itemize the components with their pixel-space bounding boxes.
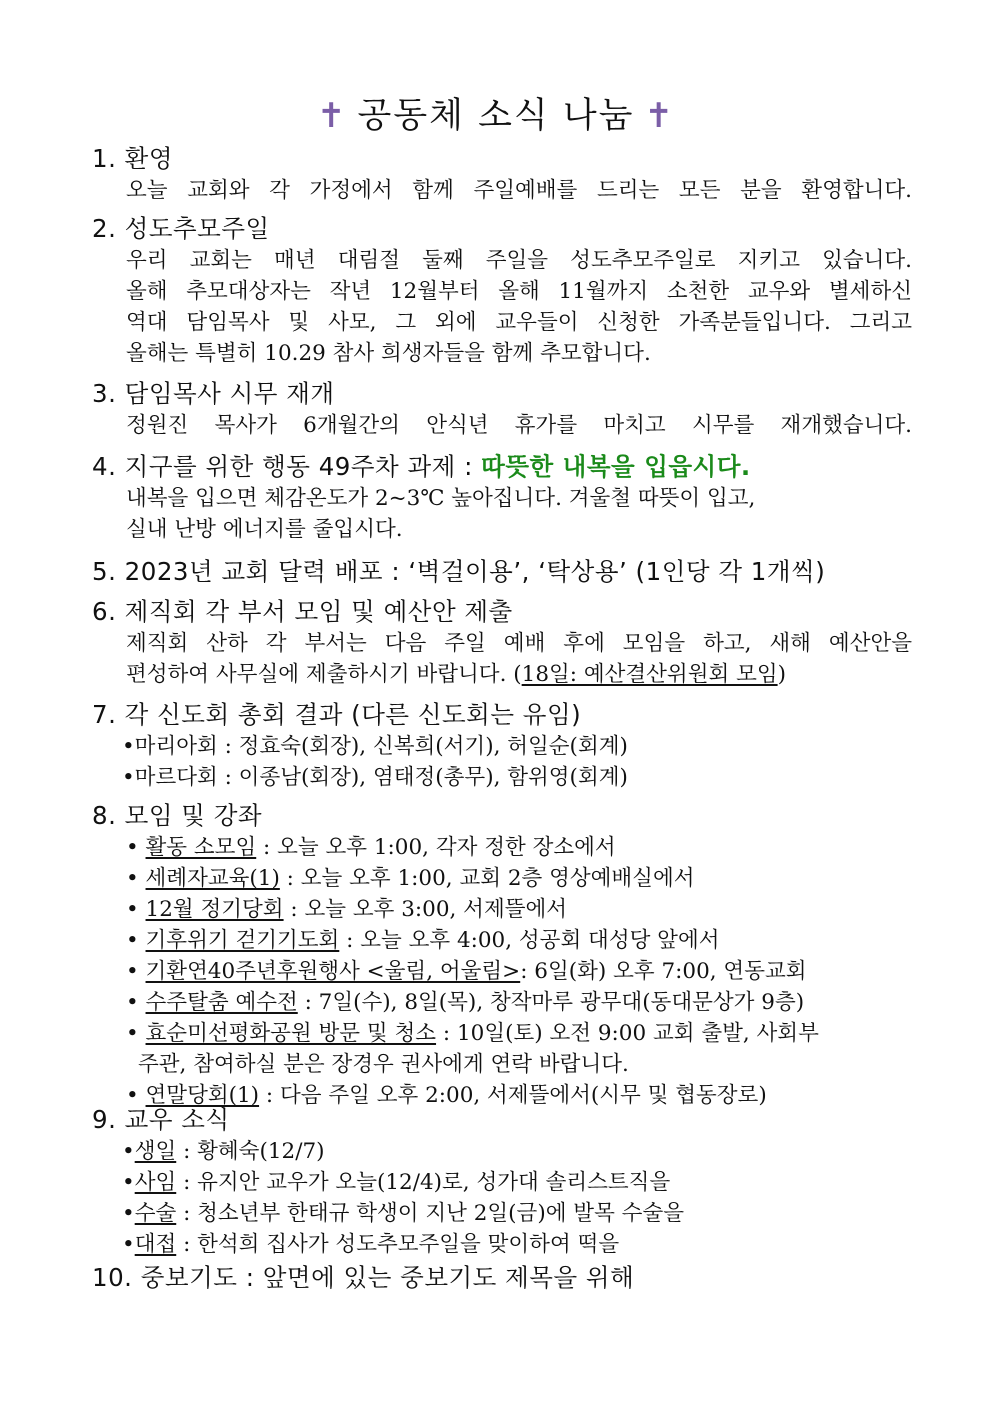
item-text: : 황혜숙(12/7)	[176, 1139, 325, 1164]
meeting-note: 18일: 예산결산위원회 모임	[521, 662, 778, 687]
item-label: 효순미선평화공원 방문 및 청소	[145, 1021, 437, 1046]
section-meetings	[92, 800, 912, 1111]
section-heading: 8. 모임 및 강좌	[92, 801, 263, 830]
list-item	[92, 987, 912, 1018]
heading-highlight: 따뜻한 내복을 입읍시다.	[481, 452, 751, 481]
page-title	[0, 88, 992, 138]
list-item-continuation	[92, 1049, 912, 1080]
item-label: 수주탈춤 예수전	[145, 990, 298, 1015]
item-label: 수술	[134, 1201, 177, 1226]
item-label: 기후위기 걷기기도회	[145, 928, 340, 953]
bullet: •	[126, 1021, 146, 1046]
section-budget	[92, 596, 912, 690]
bullet: •	[126, 990, 146, 1015]
body-text: 편성하여 사무실에 제출하시기 바랍니다. (	[126, 662, 522, 687]
item-label: 12월 정기당회	[145, 897, 284, 922]
section-body-line: 정원진 목사가 6개월간의 안식년 휴가를 마치고 시무를 재개했습니다.	[126, 413, 912, 438]
section-body-line: 내복을 입으면 체감온도가 2~3℃ 높아집니다. 겨울철 따뜻이 입고,	[126, 486, 756, 511]
item-text: 주관, 참여하실 분은 장경우 권사에게 연락 바랍니다.	[138, 1052, 629, 1077]
section-body-line: 올해 추모대상자는 작년 12월부터 올해 11월까지 소천한 교우와 별세하신	[126, 279, 912, 304]
item-text: : 오늘 오후 1:00, 교회 2층 영상예배실에서	[279, 866, 695, 891]
cross-icon: ✝	[644, 96, 675, 136]
bullet: •	[126, 897, 146, 922]
list-item	[92, 1198, 912, 1229]
section-heading: 10. 중보기도 : 앞면에 있는 중보기도 제목을 위해	[92, 1263, 635, 1292]
bullet: •	[122, 1170, 135, 1195]
item-label: 기환연40주년후원행사 <울림, 어울림>	[145, 959, 521, 984]
section-heading: 9. 교우 소식	[92, 1105, 230, 1134]
section-body-line: 우리 교회는 매년 대림절 둘째 주일을 성도추모주일로 지키고 있습니다.	[126, 248, 912, 273]
bullet: •	[126, 835, 146, 860]
bullet: •	[122, 1232, 135, 1257]
item-text: : 오늘 오후 3:00, 서제뜰에서	[283, 897, 568, 922]
item-text: : 다음 주일 오후 2:00, 서제뜰에서(시무 및 협동장로)	[259, 1083, 767, 1108]
list-item	[92, 956, 912, 987]
list-item: •마리아회 : 정효숙(회장), 신복희(서기), 허일순(회계)	[122, 734, 628, 759]
section-pastor-return	[92, 378, 912, 441]
section-welcome	[92, 143, 912, 206]
section-body-line: 오늘 교회와 각 가정에서 함께 주일예배를 드리는 모든 분을 환영합니다.	[126, 178, 912, 203]
section-heading: 5. 2023년 교회 달력 배포 : ‘벽걸이용’, ‘탁상용’ (1인당 각 1개씩)	[92, 557, 826, 586]
item-text: : 10일(토) 오전 9:00 교회 출발, 사회부	[436, 1021, 819, 1046]
section-body-line	[92, 659, 912, 690]
section-body-line: 제직회 산하 각 부서는 다음 주일 예배 후에 모임을 하고, 새해 예산안을	[126, 631, 912, 656]
cross-icon: ✝	[317, 96, 348, 136]
list-item	[92, 1136, 912, 1167]
section-member-news	[92, 1104, 912, 1260]
list-item	[92, 1229, 912, 1260]
section-body-line: 실내 난방 에너지를 줄입시다.	[126, 517, 403, 542]
section-heading: 1. 환영	[92, 144, 173, 173]
list-item	[92, 925, 912, 956]
list-item	[92, 1018, 912, 1049]
item-text: : 6일(화) 오후 7:00, 연동교회	[520, 959, 807, 984]
bullet: •	[126, 959, 146, 984]
item-label: 사임	[134, 1170, 177, 1195]
bullet: •	[126, 1083, 146, 1108]
bullet: •	[126, 866, 146, 891]
body-text: )	[777, 662, 786, 687]
item-text: : 청소년부 한태규 학생이 지난 2일(금)에 발목 수술을	[176, 1201, 684, 1226]
list-item	[92, 832, 912, 863]
section-heading: 3. 담임목사 시무 재개	[92, 379, 335, 408]
item-text: : 7일(수), 8일(목), 창작마루 광무대(동대문상가 9층)	[297, 990, 805, 1015]
item-text: : 유지안 교우가 오늘(12/4)로, 성가대 솔리스트직을	[176, 1170, 671, 1195]
section-body-line: 역대 담임목사 및 사모, 그 외에 교우들이 신청한 가족분들입니다. 그리고	[126, 310, 912, 335]
list-item	[92, 863, 912, 894]
bullet: •	[122, 1139, 135, 1164]
item-label: 생일	[134, 1139, 177, 1164]
section-heading	[92, 451, 912, 483]
section-intercession	[92, 1262, 912, 1294]
list-item: •마르다회 : 이종남(회장), 염태정(총무), 함위영(회계)	[122, 765, 628, 790]
section-heading: 6. 제직회 각 부서 모임 및 예산안 제출	[92, 597, 513, 626]
item-label: 세례자교육(1)	[145, 866, 280, 891]
heading-text: 4. 지구를 위한 행동 49주차 과제 :	[92, 452, 482, 481]
section-fellowship-results	[92, 699, 912, 793]
item-text: : 한석희 집사가 성도추모주일을 맞이하여 떡을	[176, 1232, 620, 1257]
title-text: 공동체 소식 나눔	[357, 96, 635, 136]
item-text: : 오늘 오후 4:00, 성공회 대성당 앞에서	[339, 928, 720, 953]
item-label: 활동 소모임	[145, 835, 257, 860]
section-memorial-sunday	[92, 213, 912, 369]
section-calendar	[92, 556, 912, 588]
item-label: 연말당회(1)	[145, 1083, 260, 1108]
section-heading: 2. 성도추모주일	[92, 214, 270, 243]
bullet: •	[126, 928, 146, 953]
section-heading: 7. 각 신도회 총회 결과 (다른 신도회는 유임)	[92, 700, 582, 729]
section-body-line: 올해는 특별히 10.29 참사 희생자들을 함께 추모합니다.	[126, 341, 651, 366]
item-text: : 오늘 오후 1:00, 각자 정한 장소에서	[256, 835, 616, 860]
list-item	[92, 894, 912, 925]
list-item	[92, 1167, 912, 1198]
section-earth-action	[92, 451, 912, 545]
bullet: •	[122, 1201, 135, 1226]
item-label: 대접	[134, 1232, 177, 1257]
